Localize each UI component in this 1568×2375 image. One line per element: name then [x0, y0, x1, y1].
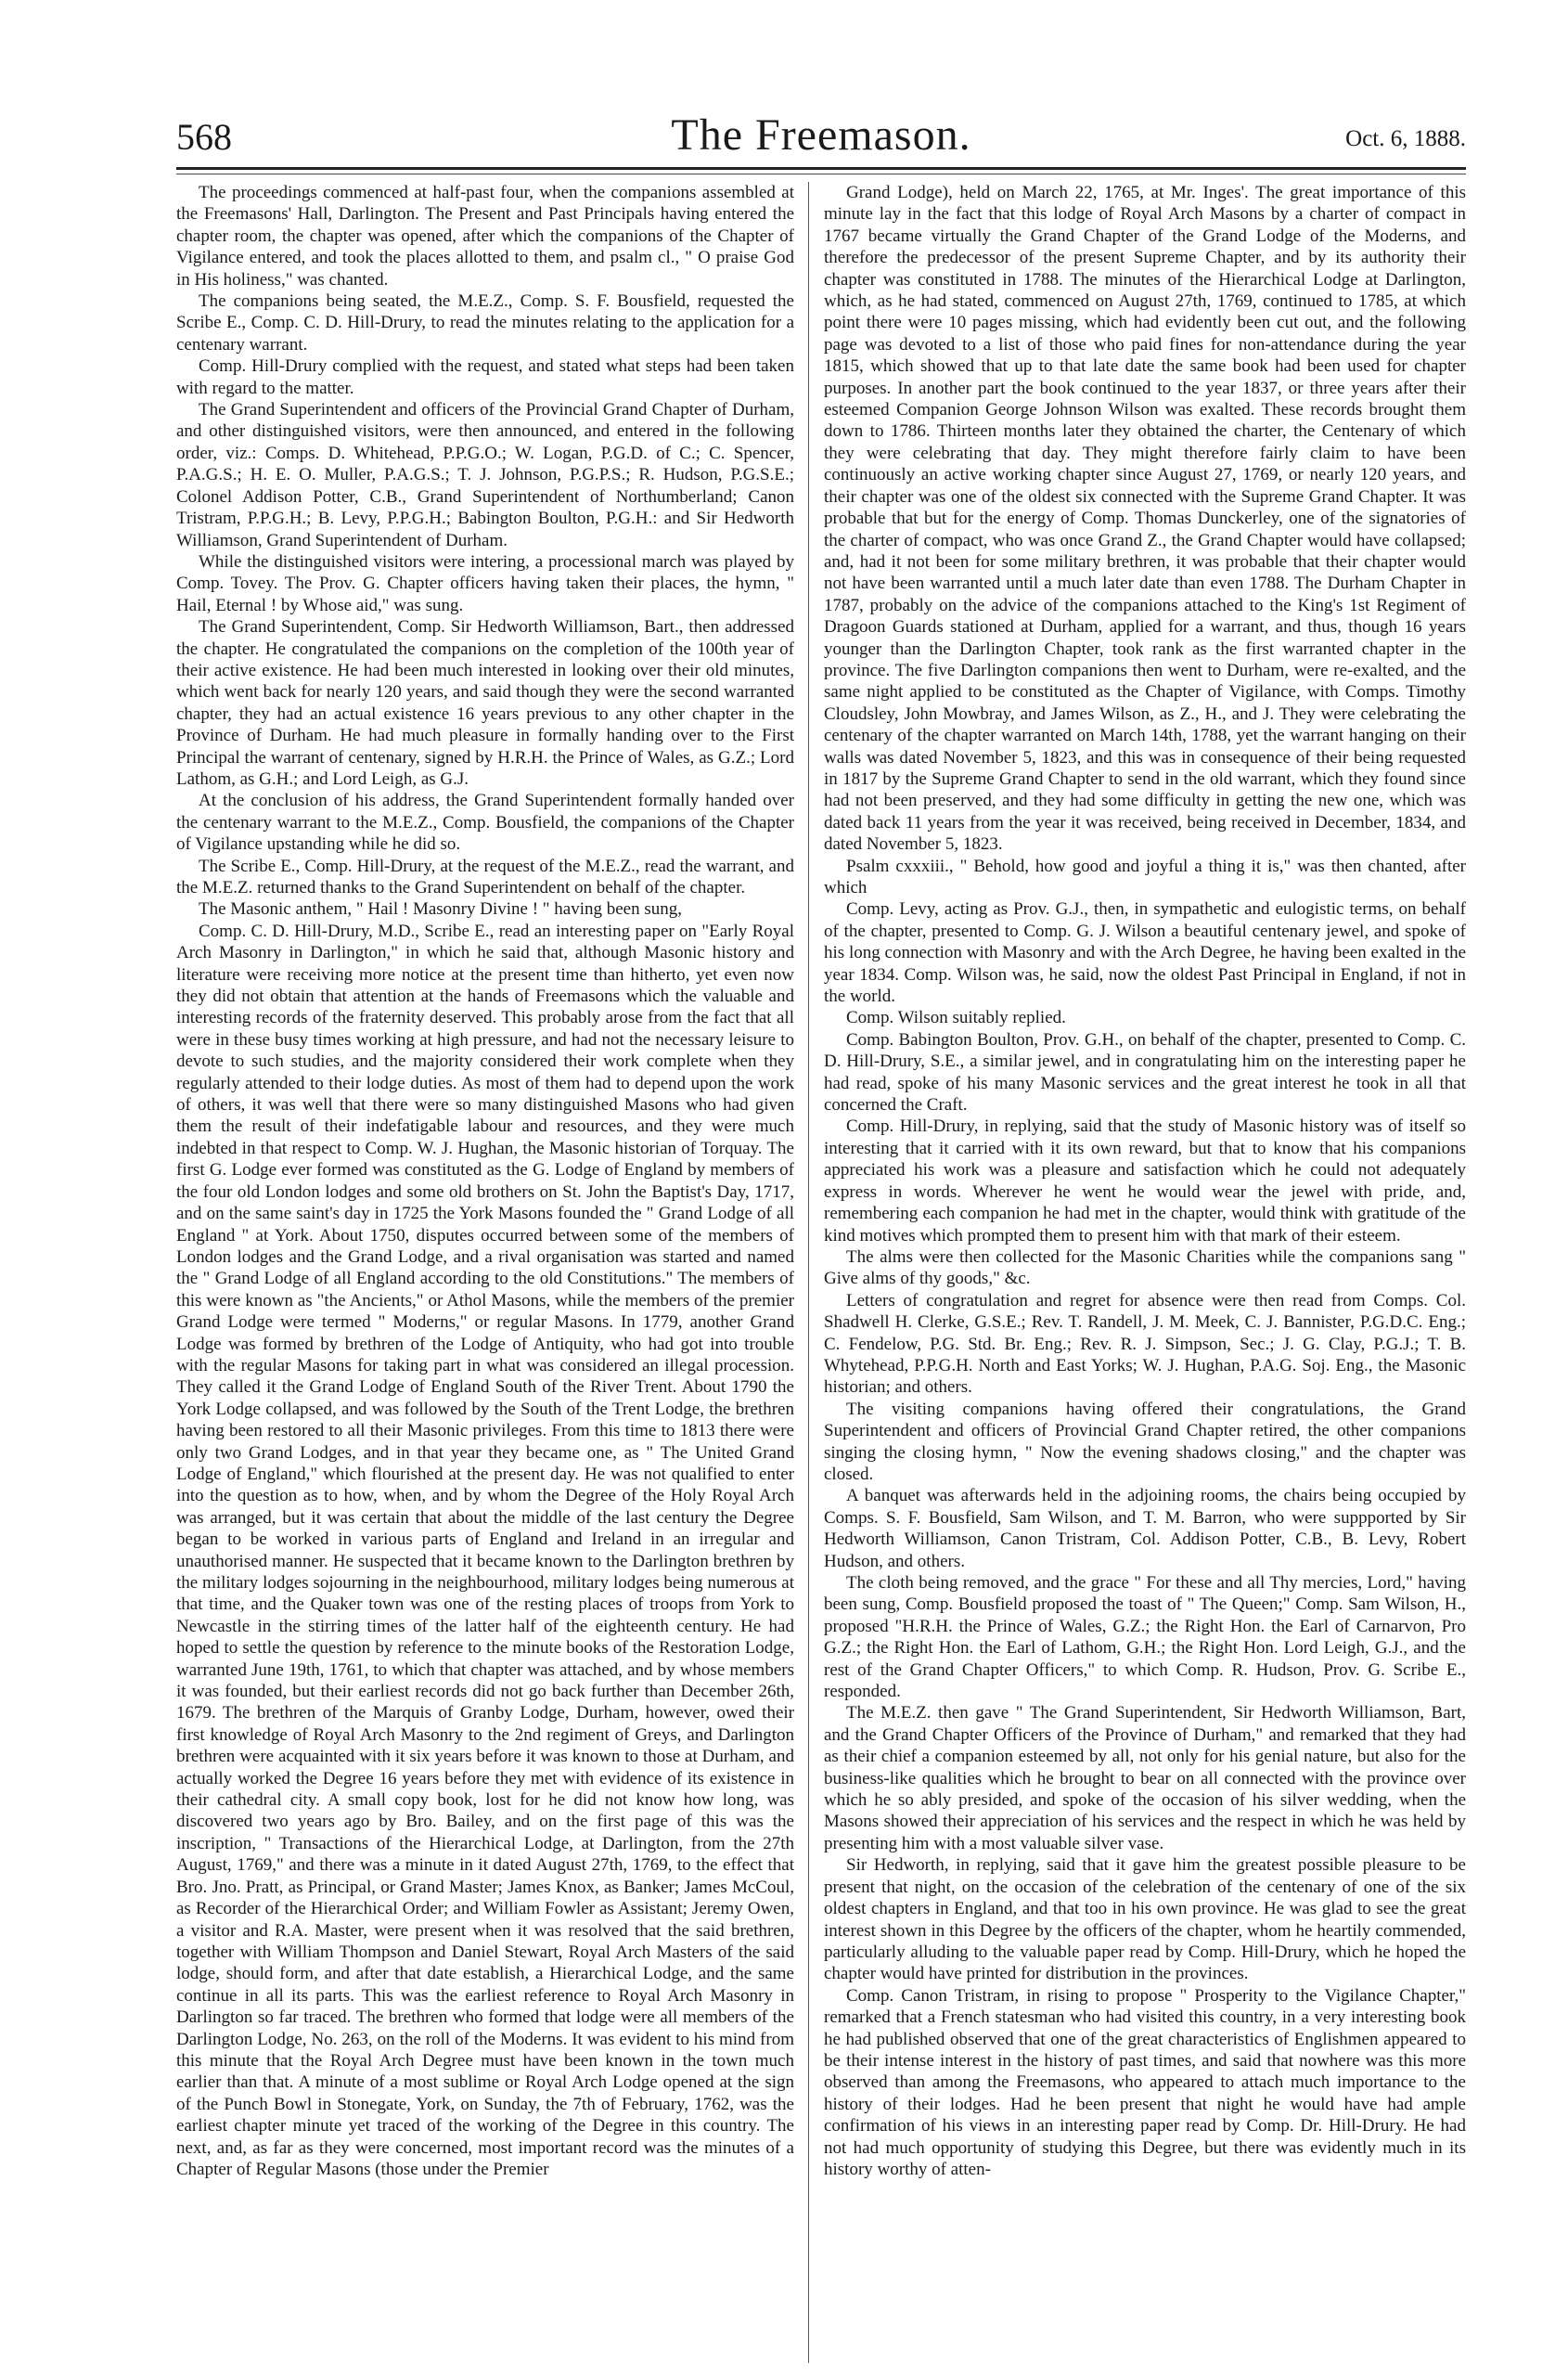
- article-paragraph: Comp. Wilson suitably replied.: [846, 1008, 1066, 1028]
- article-paragraph: Comp. Babington Boulton, Prov. G.H., on behalf of the chapter, presented to Comp. C. D. Hill-Drury, S.E., a similar jewel, and in congratulating him on the interesting paper he had read, spoke of his many Masonic services and the great interest he took in all that concerned the Craft.: [824, 1029, 1466, 1116]
- column-divider: [808, 182, 809, 2363]
- article-paragraph: The cloth being removed, and the grace " For these and all Thy mercies, Lord," having been sung, Comp. Bousfield proposed the toast of " The Queen;" Comp. Sam Wilson, H., proposed "H.R.H. the Prince of Wales, G.Z.; the Right Hon. the Earl of Carnarvon, Pro G.Z.; the Right Hon. the Earl of Lathom, G.H.; the Right Hon. Lord Leigh, G.J., and the rest of the Grand Chapter Officers," to which Comp. R. Hudson, Prov. G. Scribe E., responded.: [824, 1573, 1466, 1702]
- article-paragraph: The alms were then collected for the Masonic Charities while the companions sang " Give alms of thy goods," &c.: [824, 1246, 1466, 1289]
- header-rule: [176, 167, 1466, 170]
- left-column: [176, 182, 794, 2180]
- article-paragraph: Grand Lodge), held on March 22, 1765, at Mr. Inges'. The great importance of this minute lay in the fact that this lodge of Royal Arch Masons by a charter of compact in 1767 became virtually the Grand Chapter of the Grand Lodge of the Moderns, and therefore the predecessor of the present Supreme Chapter, and by its authority their chapter was constituted in 1788. The minutes of the Hierarchical Lodge at Darlington, which, as he had stated, commenced on August 27th, 1769, continued to 1785, at which point there were 10 pages missing, which had evidently been cut out, and the following page was devoted to a list of those who paid fines for non-attendance during the year 1815, which showed that up to that late date the same book had been used for chapter purposes. In another part the book continued to the year 1837, or three years after their esteemed Companion George Johnson Wilson was exalted. These records brought them down to 1786. Thirteen months later they obtained the charter, the Centenary of which they were celebrating that day. They might therefore fairly claim to have been continuously an active working chapter since August 27, 1769, or nearly 120 years, and their chapter was one of the oldest six connected with the Supreme Grand Chapter. It was probable that but for the energy of Comp. Thomas Dunckerley, one of the signatories of the charter of compact, who was once Grand Z., the Grand Chapter would have collapsed; and, had it not been for some military brethren, it was probable that their chapter would not have been warranted until a much later date than even 1788. The Durham Chapter in 1787, probably on the advice of the companions attached to the King's 1st Regiment of Dragoon Guards stationed at Durham, applied for a warrant, and thus, though 16 years younger than the Darlington Chapter, took rank as the first warranted chapter in the province. The five Darlington companions then went to Durham, were re-exalted, and the same night applied to be constituted as the Chapter of Vigilance, with Comps. Timothy Cloudsley, John Mowbray, and James Wilson, as Z., H., and J. They were celebrating the centenary of the chapter warranted on March 14th, 1788, yet the warrant hanging on their walls was dated November 5, 1823, and this was in consequence of their being requested in 1817 by the Supreme Grand Chapter to send in the old warrant, which they found since had not been preserved, and they had some difficulty in getting the new one, which was dated back 11 years from the year it was received, being received in December, 1834, and dated November 5, 1823.: [824, 183, 1466, 855]
- page-header: [176, 110, 1466, 165]
- article-paragraph: While the distinguished visitors were intering, a processional march was played by Comp. Tovey. The Prov. G. Chapter officers having taken their places, the hymn, " Hail, Eternal ! by Whose aid," was sung.: [176, 551, 794, 615]
- article-paragraph: The M.E.Z. then gave " The Grand Superintendent, Sir Hedworth Williamson, Bart, and the Grand Chapter Officers of the Province of Durham," and remarked that they had as their chief a companion esteemed by all, not only for his genial nature, but also for the business-like qualities which he brought to bear on all connected with the province over which he so ably presided, and spoke of the occasion of his silver wedding, when the Masons showed their appreciation of his services and the respect in which he was held by presenting him with a most valuable silver vase.: [824, 1703, 1466, 1853]
- article-paragraph: The Scribe E., Comp. Hill-Drury, at the request of the M.E.Z., read the warrant, and the M.E.Z. returned thanks to the Grand Superintendent on behalf of the chapter.: [176, 856, 794, 897]
- article-paragraph: Letters of congratulation and regret for absence were then read from Comps. Col. Shadwell H. Clerke, G.S.E.; Rev. T. Randell, J. M. Meek, C. J. Bannister, P.G.D.C. Eng.; C. Fendelow, P.G. Std. Br. Eng.; Rev. R. J. Simpson, Sec.; J. G. Clay, P.G.J.; T. B. Whytehead, P.P.G.H. North and East Yorks; W. J. Hughan, P.A.G. Soj. Eng., the Masonic historian; and others.: [824, 1290, 1466, 1398]
- article-paragraph: Comp. Hill-Drury complied with the request, and stated what steps had been taken with regard to the matter.: [176, 356, 794, 398]
- article-paragraph: The Masonic anthem, " Hail ! Masonry Divine ! " having been sung,: [199, 899, 683, 920]
- article-paragraph: Psalm cxxxiii., " Behold, how good and joyful a thing it is," was then chanted, after which: [824, 856, 1466, 897]
- article-paragraph: The companions being seated, the M.E.Z., Comp. S. F. Bousfield, requested the Scribe E., Comp. C. D. Hill-Drury, to read the minutes relating to the application for a centenary warrant.: [176, 291, 794, 355]
- page-number: 568: [176, 116, 232, 158]
- publication-title: The Freemason.: [671, 110, 971, 160]
- article-paragraph: Sir Hedworth, in replying, said that it gave him the greatest possible pleasure to be present that night, on the occasion of the celebration of the centenary of one of the six oldest chapters in England, and that too in his own province. He was glad to see the great interest shown in this Degree by the officers of the chapter, whom he heartily commended, particularly alluding to the valuable paper read by Comp. Hill-Drury, which he hoped the chapter would have printed for distribution in the provinces.: [824, 1855, 1466, 1984]
- article-paragraph: The Grand Superintendent and officers of the Provincial Grand Chapter of Durham, and other distinguished visitors, were then announced, and entered in the following order, viz.: Comps. D. Whitehead, P.P.G.O.; W. Logan, P.G.D. of C.; C. Spencer, P.A.G.S.; H. E. O. Muller, P.A.G.S.; T. J. Johnson, P.G.P.S.; R. Hudson, P.G.S.E.; Colonel Addison Potter, C.B., Grand Superintendent of Northumberland; Canon Tristram, P.P.G.H.; B. Levy, P.P.G.H.; Babington Boulton, P.G.H.: and Sir Hedworth Williamson, Grand Superintendent of Durham.: [176, 400, 794, 550]
- article-paragraph: Comp. C. D. Hill-Drury, M.D., Scribe E., read an interesting paper on "Early Royal Arch Masonry in Darlington," in which he said that, although Masonic history and literature were receiving more notice at the present time than hitherto, yet even now they did not obtain that attention at the hands of Freemasons which the valuable and interesting records of the fraternity deserved. This probably arose from the fact that all were in these busy times working at high pressure, and had not the necessary leisure to devote to such studies, and the majority considered their work complete when they regularly attended to their lodge duties. As most of them had to depend upon the work of others, it was well that there were so many distinguished Masons who had given them the result of their indefatigable labour and resources, and they were much indebted in that respect to Comp. W. J. Hughan, the Masonic historian of Torquay. The first G. Lodge ever formed was constituted as the G. Lodge of England by members of the four old London lodges and some old brothers on St. John the Baptist's Day, 1717, and on the same saint's day in 1725 the York Masons founded the " Grand Lodge of all England " at York. About 1750, disputes occurred between some of the members of London lodges and the Grand Lodge, and a rival organisation was started and named the " Grand Lodge of all England according to the old Constitutions." The members of this were known as "the Ancients," or Athol Masons, while the members of the premier Grand Lodge were termed " Moderns," or regular Masons. In 1779, another Grand Lodge was formed by brethren of the Lodge of Antiquity, who had got into trouble with the regular Masons for taking part in what was considered an illegal procession. They called it the Grand Lodge of England South of the River Trent. About 1790 the York Lodge collapsed, and was followed by the South of the Trent Lodge, the brethren having been restored to all their Masonic privileges. From this time to 1813 there were only two Grand Lodges, and in that year they became one, as " The United Grand Lodge of England," which flourished at the present day. He was not qualified to enter into the question as to how, when, and by whom the Degree of the Holy Royal Arch was arranged, but it was certain that about the middle of the last century the Degree began to be worked in various parts of England and Ireland in an irregular and unauthorised manner. He suspected that it became known to the Darlington brethren by the military lodges sojourning in the neighbourhood, military lodges being numerous at that time, and the Quaker town was one of the resting places of troops from York to Newcastle in the stirring times of the latter half of the eighteenth century. He had hoped to settle the question by reference to the minute books of the Restoration Lodge, warranted June 19th, 1761, to which that chapter was attached, and by whose members it was founded, but their earliest records did not go back further than December 26th, 1679. The brethren of the Marquis of Granby Lodge, Durham, however, owed their first knowledge of Royal Arch Masonry to the 2nd regiment of Greys, and Darlington brethren were acquainted with it six years before it was known to those at Durham, and actually worked the Degree 16 years before they met with evidence of its existence in their cathedral city. A small copy book, lost for he did not know how long, was discovered two years ago by Bro. Bailey, and on the first page of this was the inscription, " Transactions of the Hierarchical Lodge, at Darlington, from the 27th August, 1769," and there was a minute in it dated August 27th, 1769, to the effect that Bro. Jno. Pratt, as Principal, or Grand Master; James Knox, as Banker; James McCoul, as Recorder of the Hierarchical Order; and William Fowler as Assistant; Jeremy Owen, a visitor and R.A. Master, were present when it was resolved that the said brethren, together with William Thompson and Daniel Stewart, Royal Arch Masters of the said lodge, should form, and after that date establish, a Hierarchical Lodge, and the same continue in all its parts. This was the earliest reference to Royal Arch Masonry in Darlington so far traced. The brethren who formed that lodge were all members of the Darlington Lodge, No. 263, on the roll of the Moderns. It was evident to his mind from this minute that the Royal Arch Degree must have been known in the town much earlier than that. A minute of a most sublime or Royal Arch Lodge opened at the sign of the Punch Bowl in Stonegate, York, on Sunday, the 7th of February, 1762, was the earliest chapter minute yet traced of the working of the Degree in this country. The next, and, as far as they were concerned, most important record was the minutes of a Chapter of Regular Masons (those under the Premier: [176, 921, 794, 2179]
- article-paragraph: Comp. Canon Tristram, in rising to propose " Prosperity to the Vigilance Chapter," remarked that a French statesman who had visited this country, in a very interesting book he had published observed that one of the great characteristics of Englishmen appeared to be their intense interest in the history of past times, and said that nowhere was this more observed than among the Freemasons, who appeared to attach much importance to the history of their lodges. Had he been present that night he would have had ample confirmation of his views in an interesting paper read by Comp. Dr. Hill-Drury. He had not had much opportunity of studying this Degree, but there was evidently much in its history worthy of atten-: [824, 1985, 1466, 2179]
- article-paragraph: The Grand Superintendent, Comp. Sir Hedworth Williamson, Bart., then addressed the chapter. He congratulated the companions on the completion of the 100th year of their active existence. He had been much interested in looking over their old minutes, which went back for nearly 120 years, and said though they were the second warranted chapter, they had an actual existence 16 years previous to any other chapter in the Province of Durham. He had much pleasure in formally handing over to the First Principal the warrant of centenary, signed by H.R.H. the Prince of Wales, as G.Z.; Lord Lathom, as G.H.; and Lord Leigh, as G.J.: [176, 617, 794, 789]
- right-column: [824, 182, 1466, 2180]
- issue-date: Oct. 6, 1888.: [1345, 126, 1466, 151]
- article-paragraph: The proceedings commenced at half-past four, when the companions assembled at the Freemasons' Hall, Darlington. The Present and Past Principals having entered the chapter room, the chapter was opened, after which the companions of the Chapter of Vigilance entered, and took the places allotted to them, and psalm cl., " O praise God in His holiness," was chanted.: [176, 183, 794, 290]
- article-paragraph: The visiting companions having offered their congratulations, the Grand Superintendent and officers of Provincial Grand Chapter retired, the other companions singing the closing hymn, " Now the evening shadows closing," and the chapter was closed.: [824, 1399, 1466, 1484]
- article-paragraph: At the conclusion of his address, the Grand Superintendent formally handed over the centenary warrant to the M.E.Z., Comp. Bousfield, the companions of the Chapter of Vigilance upstanding while he did so.: [176, 791, 794, 855]
- article-paragraph: Comp. Hill-Drury, in replying, said that the study of Masonic history was of itself so interesting that it carried with it its own reward, but that to know that his companions appreciated his work was a pleasure and satisfaction which he could not adequately express in words. Wherever he went he would wear the jewel with pride, and, remembering each companion he had met in the chapter, would think with gratitude of the kind motives which prompted them to present him with that mark of their esteem.: [824, 1117, 1466, 1246]
- article-paragraph: Comp. Levy, acting as Prov. G.J., then, in sympathetic and eulogistic terms, on behalf of the chapter, presented to Comp. G. J. Wilson a beautiful centenary jewel, and spoke of his long connection with Masonry and with the Arch Degree, he having been exalted in the year 1834. Comp. Wilson was, he said, now the oldest Past Principal in England, if not in the world.: [824, 899, 1466, 1007]
- article-paragraph: A banquet was afterwards held in the adjoining rooms, the chairs being occupied by Comps. S. F. Bousfield, Sam Wilson, and T. M. Barron, who were suppported by Sir Hedworth Williamson, Canon Tristram, Col. Addison Potter, C.B., B. Levy, Robert Hudson, and others.: [824, 1486, 1466, 1571]
